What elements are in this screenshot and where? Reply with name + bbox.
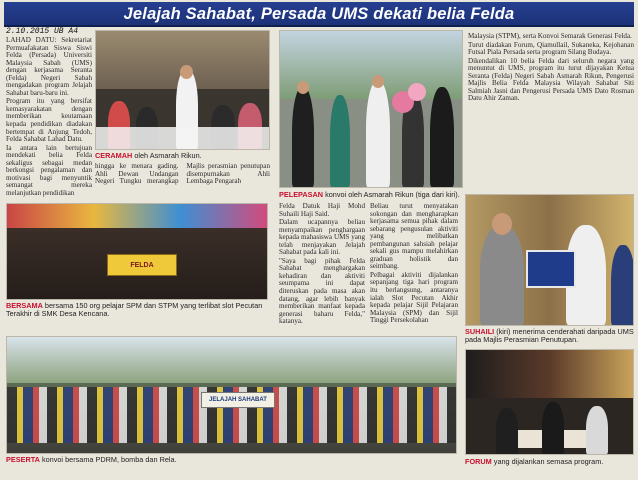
article-column-4 — [370, 203, 458, 333]
caption-ceramah: CERAMAH oleh Asmarah Rikun. — [95, 151, 202, 160]
caption-forum: FORUM yang dijalankan semasa program. — [465, 457, 604, 466]
photo-pelepasan — [279, 30, 463, 188]
paragraph: Dikendalikan 10 belia Felda dari seluruh negara yang menuntut di UMS, program itu turut dijayakan Ketua Seranta (Felda) Negeri Sabah Asmarah Rikun, Pengerusi Majlis Belia Felda Malaysia Wilayah Sahabat Siti Salmiah Jasni dan Pengerusi Persada UMS Dato Rosman Datu Ahir Zaman. — [468, 56, 634, 103]
paragraph: hingga ke menara gading. Ahli Dewan Undangan Negeri Tungku merangkap Majlis perasmian penutupan disempurnakan Ahli Lembaga Pengarah — [95, 163, 270, 186]
sign-text: JELAJAH SAHABAT — [209, 397, 267, 403]
caption-suhaili: SUHAILI (kiri) menerima cenderahati daripada UMS pada Majlis Perasmian Penutupan. — [465, 327, 634, 344]
headline: Jelajah Sahabat, Persada UMS dekati belia Felda — [123, 5, 515, 23]
article-column-2 — [95, 163, 270, 199]
photo-ceramah — [95, 30, 270, 150]
paragraph: Program itu yang bersifat kemasyarakatan dengan memberikan keutamaan kepada pendidikan diadakan bertempat di Anjung Tedoh, Felda Sahabat Lahad Datu. — [6, 97, 92, 144]
caption-pelepasan: PELEPASAN konvoi oleh Asmarah Rikun (tiga dari kiri). — [279, 190, 460, 199]
photo-forum — [465, 349, 634, 455]
paragraph: "Saya bagi pihak Felda Sahabat menghargakan kehadiran dan aktiviti seumpama ini dapat diteruskan pada masa akan datang, agar lebih banyak memberikan manfaat kepada generasi baharu Felda," katanya. — [279, 256, 365, 326]
paragraph: Felda Datuk Haji Mohd Suhaili Haji Said. — [279, 203, 365, 218]
article-column-5 — [468, 33, 634, 188]
paragraph: Turut diadakan Forum, Qiamullail, Sukaneka, Kejohanan Futsal Piala Persada serta program Silang Budaya. — [468, 40, 634, 57]
article-column-1 — [6, 37, 92, 200]
paragraph: Beliau turut menyatakan sokongan dan mengharapkan kerjasama semua pihak dalam sebarang pengusulan aktiviti yang melibatkan pembangunan sahsiah pelajar sekali gus mampu melahirkan graduan holistik dan seimbang. — [370, 203, 458, 271]
date-stamp: 2.10.2015 UB A4 — [6, 27, 79, 36]
paragraph: Malaysia (STPM), serta Konvoi Semarak Generasi Felda. — [468, 33, 632, 40]
sign-text: FELDA — [130, 261, 154, 269]
paragraph: LAHAD DATU: Sekretariat Permuafakatan Siswa Siswi Felda (Persada) Universiti Malaysia Sabah (UMS) dengan kerjasama Seranta (Felda) Negeri Sabah mengadakan program Jelajah Sahabat baru-baru ini. — [6, 37, 92, 97]
paragraph: Dalam ucapannya beliau menyampaikan penghargaan kepada mahasiswa UMS yang telah menjayakan Jelajah Sahabat pada kali ini. — [279, 218, 365, 257]
headline-banner — [4, 2, 634, 27]
article-column-3 — [279, 203, 365, 333]
caption-peserta: PESERTA konvoi bersama PDRM, bomba dan Rela. — [6, 455, 177, 464]
paragraph: Pelbagai aktiviti dijalankan sepanjang tiga hari program itu berlangsung, antaranya ialah Slot Pecutan Akhir kepada pelajar Sijil Pelajaran Malaysia (SPM) dan Sijil Tinggi Persekolahan — [370, 270, 458, 325]
caption-bersama: BERSAMA bersama 150 org pelajar SPM dan STPM yang terlibat slot Pecutan Terakhir di SMK Desa Kencana. — [6, 301, 263, 318]
photo-peserta — [6, 336, 457, 454]
photo-suhaili — [465, 194, 634, 326]
paragraph: Ia antara lain bertujuan mendekati belia Felda sekaligus sebagai medan berkongsi pengalaman dan motivasi bagi menyuntik semangat mereka melanjutkan pendidikan — [6, 143, 92, 197]
photo-bersama — [6, 203, 268, 300]
